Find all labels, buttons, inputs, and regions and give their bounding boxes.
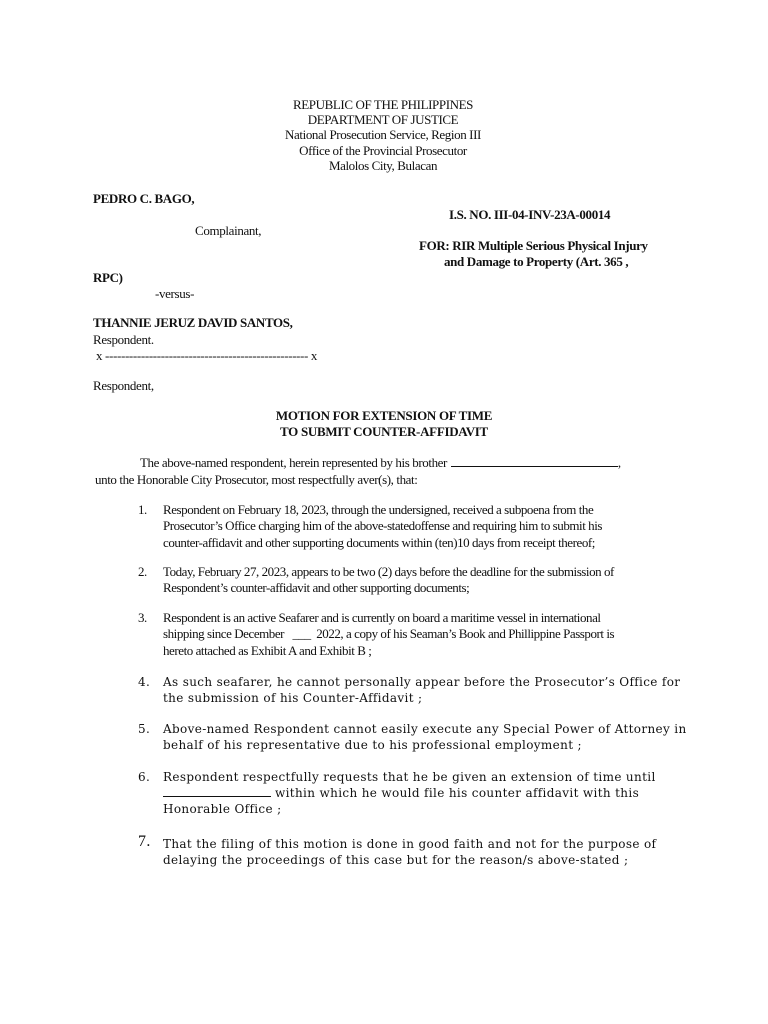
- item-line: hereto attached as Exhibit A and Exhibit B ;: [163, 642, 372, 658]
- caption-separator: x --------------------------------------------------- x: [96, 348, 318, 363]
- header-line: National Prosecution Service, Region III: [285, 127, 481, 143]
- item-text: [163, 502, 602, 551]
- item-number: 5.: [138, 722, 151, 736]
- intro-line: [95, 455, 695, 472]
- header-line: DEPARTMENT OF JUSTICE: [307, 112, 459, 128]
- item-line: Respondent is an active Seafarer and is currently on board a maritime vessel in international: [163, 610, 601, 625]
- complainant-label: Complainant,: [195, 223, 262, 238]
- item-line: Prosecutor’s Office charging him of the above-statedoffense and requiring him to submit his: [163, 518, 602, 534]
- offense-line-1: FOR: RIR Multiple Serious Physical Injury: [419, 238, 648, 253]
- item-line: Today, February 27, 2023, appears to be two (2) days before the deadline for the submission of: [163, 564, 614, 579]
- item-number: 4.: [138, 675, 151, 689]
- item-line: [163, 785, 656, 801]
- item-line: Above-named Respondent cannot easily execute any Special Power of Attorney in: [163, 722, 687, 736]
- title-line: TO SUBMIT COUNTER-AFFIDAVIT: [280, 424, 488, 439]
- item-text: [163, 674, 680, 706]
- item-number: 3.: [138, 610, 147, 625]
- brother-name-blank: [451, 455, 618, 467]
- item-text: [163, 564, 614, 597]
- item-line: That the filing of this motion is done in good faith and not for the purpose of: [163, 837, 657, 851]
- item-text: [163, 610, 614, 659]
- item-line: counter-affidavit and other supporting documents within (ten)10 days from receipt thereof;: [163, 534, 595, 550]
- item-line: Respondent on February 18, 2023, through the undersigned, received a subpoena from the: [163, 502, 594, 517]
- header-line: Office of the Provincial Prosecutor: [299, 142, 467, 158]
- item-line-part: shipping since December: [163, 626, 285, 642]
- offense-rpc: RPC): [93, 270, 123, 285]
- item-line-part: within which he would file his counter affidavit with this: [275, 786, 640, 800]
- item-line-part: 2022, a copy of his Seaman’s Book and Phillippine Passport is: [316, 626, 615, 642]
- intro-comma: ,: [617, 455, 621, 470]
- motion-title: [184, 408, 584, 440]
- item-number: 2.: [138, 564, 147, 579]
- intro-text: The above-named respondent, herein represented by his brother: [140, 455, 447, 470]
- december-day-blank: ___: [292, 626, 311, 642]
- case-number: I.S. NO. III-04-INV-23A-00014: [449, 207, 611, 222]
- header-line: Malolos City, Bulacan: [328, 157, 438, 173]
- item-line: As such seafarer, he cannot personally appear before the Prosecutor’s Office for: [163, 675, 681, 689]
- intro-line: unto the Honorable City Prosecutor, most respectfully aver(s), that:: [95, 471, 418, 487]
- intro-paragraph: [95, 455, 695, 488]
- item-line: Respondent respectfully requests that he be given an extension of time until: [163, 770, 656, 784]
- item-number: 6.: [138, 770, 151, 784]
- item-text: [163, 836, 656, 868]
- item-line: [163, 626, 614, 642]
- complainant-name: PEDRO C. BAGO,: [93, 191, 195, 206]
- document-header: [183, 97, 583, 173]
- offense-line-2: and Damage to Property (Art. 365 ,: [444, 254, 629, 269]
- respondent-name: THANNIE JERUZ DAVID SANTOS,: [93, 315, 293, 330]
- extension-date-blank: [163, 785, 271, 797]
- item-line: delaying the proceedings of this case but for the reason/s above-stated ;: [163, 853, 629, 867]
- item-line: Honorable Office ;: [163, 802, 282, 816]
- item-text: [163, 721, 687, 753]
- item-number: 1.: [138, 502, 147, 517]
- item-number: 7.: [138, 833, 151, 850]
- respondent-label: Respondent.: [93, 332, 154, 347]
- title-line: MOTION FOR EXTENSION OF TIME: [275, 408, 493, 423]
- versus-label: -versus-: [155, 286, 195, 301]
- item-text: [163, 769, 656, 817]
- respondent-label-2: Respondent,: [93, 378, 154, 393]
- item-line: Respondent’s counter-affidavit and other supporting documents;: [163, 580, 470, 596]
- item-line: the submission of his Counter-Affidavit ;: [163, 691, 423, 705]
- item-line: behalf of his representative due to his professional employment ;: [163, 738, 582, 752]
- header-line: REPUBLIC OF THE PHILIPPINES: [292, 97, 473, 112]
